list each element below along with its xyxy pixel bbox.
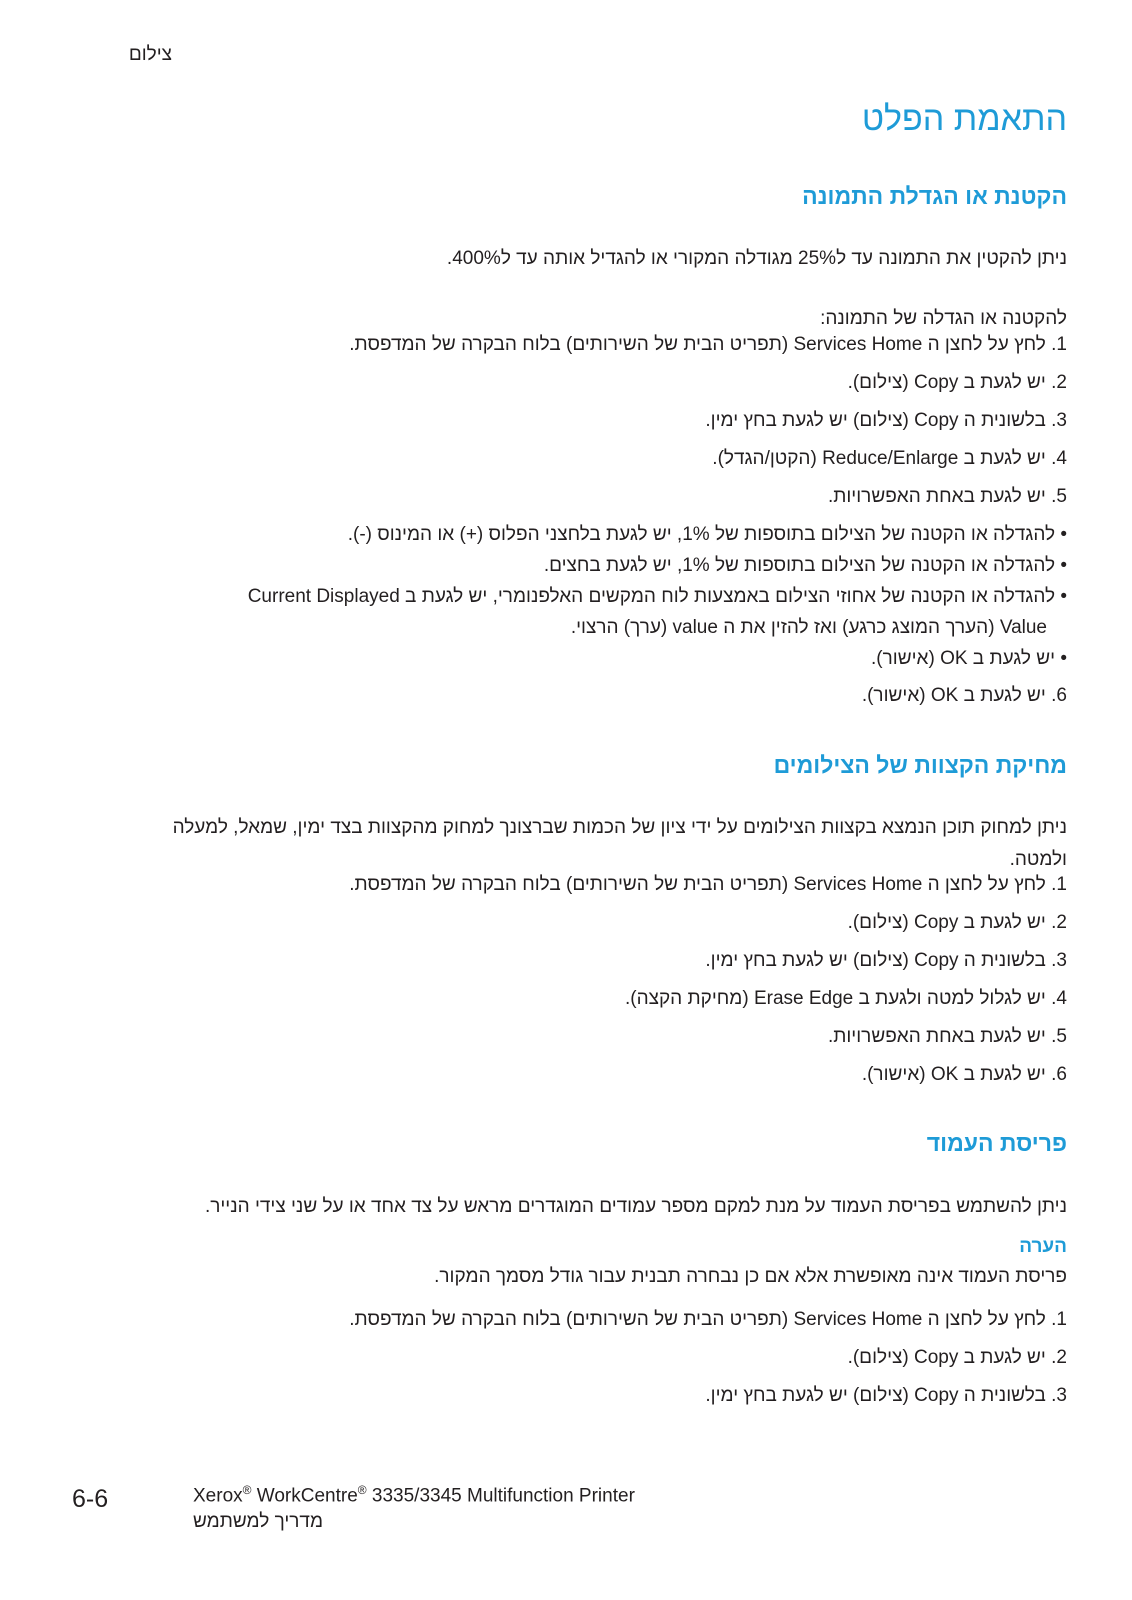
bullet-continuation: Value (הערך המוצג כרגע) ואז להזין את ה value (ערך) הרצוי. [570, 617, 1047, 638]
procedure-lead: להקטנה או הגדלה של התמונה: [820, 308, 1067, 329]
footer-product-name [193, 1483, 635, 1507]
running-header: צילום [128, 44, 172, 65]
bullet-text: להגדלה או הקטנה של הצילום בתוספות של ‎1%‎, יש לגעת בחצים. [543, 555, 1056, 576]
footer-guide-title: מדריך למשתמש [193, 1511, 324, 1532]
step-item: 2. יש לגעת ב Copy (צילום). [847, 1347, 1067, 1368]
step-item: 3. בלשונית ה Copy (צילום) יש לגעת בחץ ימין. [705, 410, 1067, 431]
registered-mark: ® [242, 1483, 252, 1497]
bullet-text: יש לגעת ב OK (אישור). [871, 648, 1056, 669]
bullet-item: • להגדלה או הקטנה של הצילום בתוספות של ‎1%‎, יש לגעת בחצים. [543, 555, 1067, 576]
registered-mark: ® [357, 1483, 367, 1497]
bullet-text: להגדלה או הקטנה של הצילום בתוספות של ‎1%‎, יש לגעת בלחצני הפלוס (+) או המינוס (-). [347, 524, 1056, 545]
product-model: 3335/3345 Multifunction Printer [366, 1485, 635, 1507]
section-intro: ניתן להקטין את התמונה עד ל‎25%‎ מגודלה המקורי או להגדיל אותה עד ל‎400%‎. [446, 248, 1067, 269]
page-number: 6-6 [72, 1485, 109, 1513]
step-item: 5. יש לגעת באחת האפשרויות. [827, 486, 1067, 507]
bullet-item: • יש לגעת ב OK (אישור). [871, 648, 1067, 669]
page-title: התאמת הפלט [861, 100, 1067, 138]
section-intro: ניתן להשתמש בפריסת העמוד על מנת למקם מספר עמודים המוגדרים מראש על צד אחד או על שני צידי הנייר. [204, 1196, 1067, 1217]
section-title-erase-edge: מחיקת הקצוות של הצילומים [773, 752, 1067, 778]
section-intro: ניתן למחוק תוכן הנמצא בקצוות הצילומים על ידי ציון של הכמות שברצונך למחוק מהקצוות בצד ימין, שמאל, למעלה [172, 817, 1067, 838]
note-label: הערה [1019, 1236, 1067, 1257]
bullet-item: • להגדלה או הקטנה של הצילום בתוספות של ‎1%‎, יש לגעת בלחצני הפלוס (+) או המינוס (-). [347, 524, 1067, 545]
product-line: WorkCentre [251, 1485, 358, 1507]
step-item: 6. יש לגעת ב OK (אישור). [861, 685, 1067, 706]
note-text: פריסת העמוד אינה מאופשרת אלא אם כן נבחרה תבנית עבור גודל מסמך המקור. [434, 1266, 1067, 1287]
step-item: 3. בלשונית ה Copy (צילום) יש לגעת בחץ ימין. [705, 1385, 1067, 1406]
step-item: 4. יש לגעת ב Reduce/Enlarge (הקטן/הגדל). [712, 448, 1067, 469]
step-item: 6. יש לגעת ב OK (אישור). [861, 1064, 1067, 1085]
step-item: 4. יש לגלול למטה ולגעת ב Erase Edge (מחיקת הקצה). [624, 988, 1067, 1009]
step-item: 1. לחץ על לחצן ה Services Home (תפריט הבית של השירותים) בלוח הבקרה של המדפסת. [349, 334, 1067, 355]
section-intro-continued: ולמטה. [1009, 849, 1067, 870]
bullet-text: להגדלה או הקטנה של אחוזי הצילום באמצעות לוח המקשים האלפנומרי, יש לגעת ב Current Displayed [247, 586, 1056, 607]
step-item: 2. יש לגעת ב Copy (צילום). [847, 912, 1067, 933]
step-item: 2. יש לגעת ב Copy (צילום). [847, 372, 1067, 393]
section-title-resize: הקטנת או הגדלת התמונה [802, 183, 1067, 209]
bullet-item: • להגדלה או הקטנה של אחוזי הצילום באמצעות לוח המקשים האלפנומרי, יש לגעת ב Current Displayed [247, 586, 1067, 607]
brand-name: Xerox [193, 1485, 243, 1507]
step-item: 1. לחץ על לחצן ה Services Home (תפריט הבית של השירותים) בלוח הבקרה של המדפסת. [349, 1309, 1067, 1330]
section-title-page-layout: פריסת העמוד [926, 1130, 1067, 1156]
step-item: 1. לחץ על לחצן ה Services Home (תפריט הבית של השירותים) בלוח הבקרה של המדפסת. [349, 874, 1067, 895]
step-item: 3. בלשונית ה Copy (צילום) יש לגעת בחץ ימין. [705, 950, 1067, 971]
step-item: 5. יש לגעת באחת האפשרויות. [827, 1026, 1067, 1047]
